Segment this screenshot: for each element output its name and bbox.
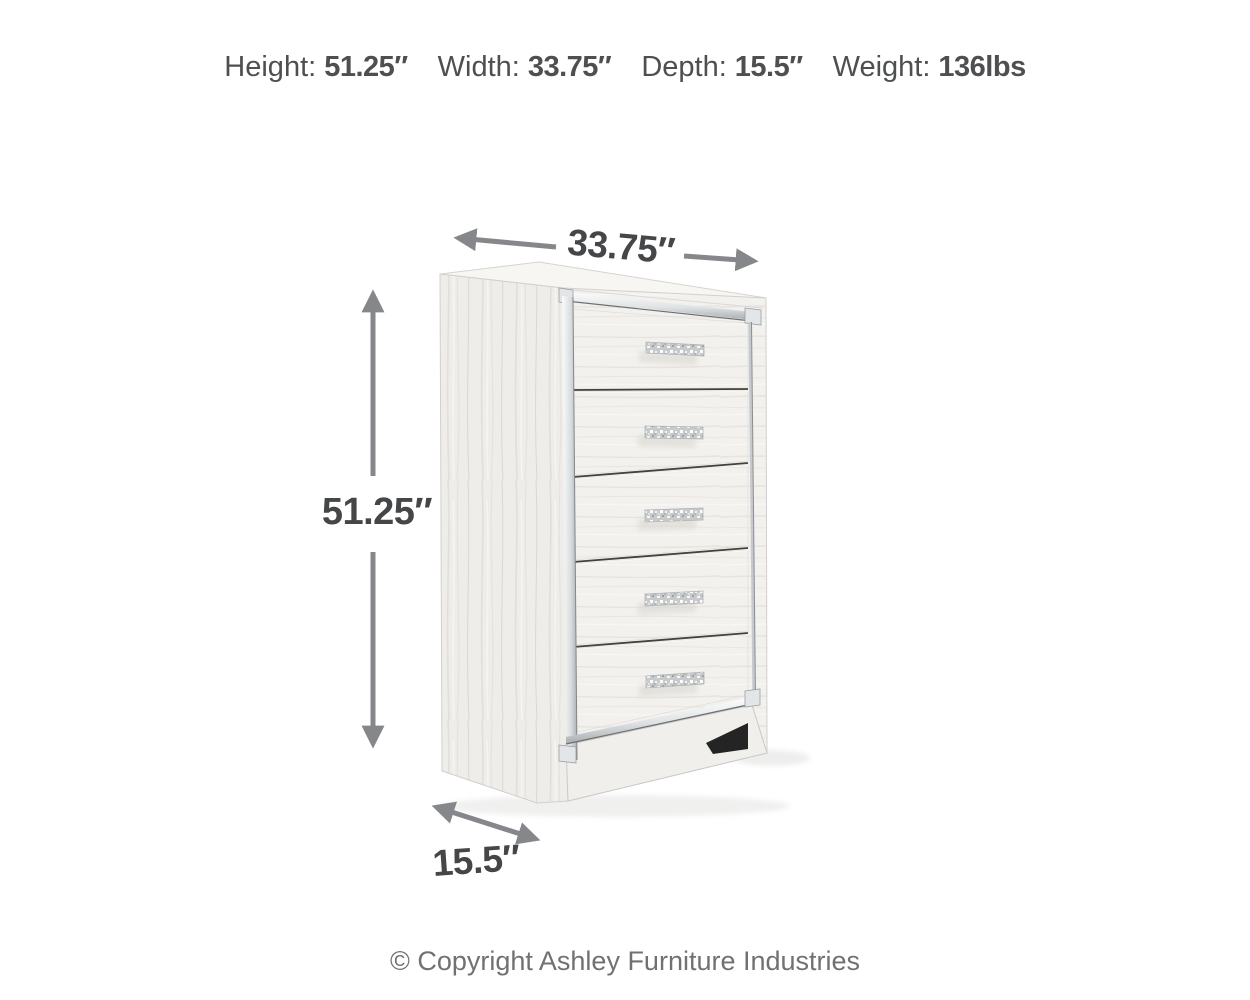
chest-illustration — [440, 262, 767, 803]
height-value: 51.25″ — [324, 51, 408, 83]
height-dimension-label: 51.25″ — [321, 491, 433, 533]
weight-value: 136lbs — [938, 51, 1026, 83]
chrome-cap — [559, 745, 576, 763]
drawer-handle — [645, 426, 703, 439]
width-value: 33.75″ — [527, 51, 612, 83]
chrome-cap — [745, 308, 761, 325]
chrome-cap — [745, 689, 760, 707]
drawer-handle — [645, 591, 703, 606]
drawer-handle — [645, 508, 703, 522]
weight-label: Weight: — [832, 51, 931, 83]
depth-dimension-label: 15.5″ — [431, 837, 522, 885]
copyright-text: © Copyright Ashley Furniture Industries — [389, 946, 861, 976]
chest-side-panel — [440, 274, 568, 803]
width-dimension-label: 33.75″ — [565, 221, 677, 272]
depth-label: Depth: — [641, 51, 727, 83]
width-label: Width: — [437, 51, 520, 83]
depth-value: 15.5″ — [734, 51, 803, 83]
height-label: Height: — [224, 51, 317, 83]
